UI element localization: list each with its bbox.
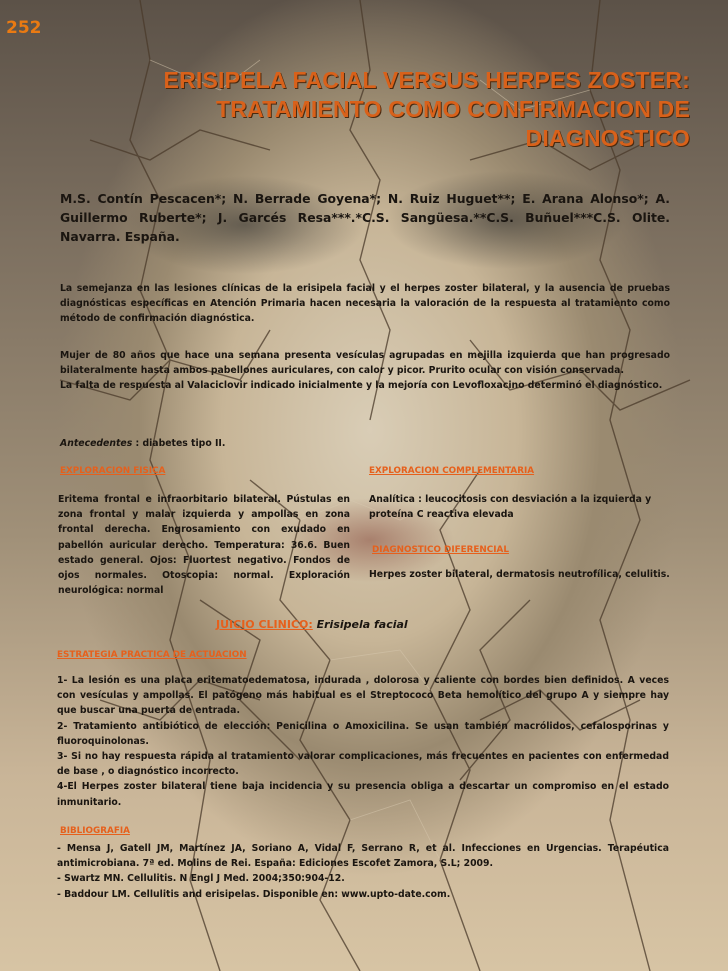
authors: M.S. Contín Pescacen*; N. Berrade Goyena*; N. Ruiz Huguet**; E. Arana Alonso*; A. Guillermo Ruberte*; J. Garcés Resa***.*C.S. Sangüesa.**C.S. Buñuel***C.S. Olite. Navarra. España. [60,191,670,244]
case-description [60,348,670,394]
bibliografia-list [57,841,669,902]
juicio-clinico-label: JUICIO CLINICO: [216,618,313,631]
bibliografia-item: - Baddour LM. Cellulitis and erisipelas. Disponible en: www.upto-date.com. [57,888,451,900]
antecedentes [60,438,360,449]
exploracion-complementaria-text: Analítica : leucocitosis con desviación a la izquierda y proteína C reactiva elevada [369,494,652,521]
estrategia-item: 1- La lesión es una placa eritematoedematosa, indurada , dolorosa y caliente con bordes bien definidos. A veces con vesículas y ampollas. El patógeno más habitual es el Streptococo Beta hemolítico del grupo A y siempre hay que buscar una puerta de entrada. [57,675,669,717]
poster-title: ERISIPELA FACIAL VERSUS HERPES ZOSTER: TRATAMIENTO COMO CONFIRMACION DE DIAGNOSTICO [163,67,690,151]
exploracion-fisica-text: Eritema frontal e infraorbitario bilateral. Pústulas en zona frontal y malar izquierda y ampollas en zona frontal derecha. Engrosamiento con exudado en pabellón auricular derecho. Temperatura: 36.6. Buen estado general. Ojos: Fluortest negativo. Fondos de ojos normales. Otoscopia: normal. Exploración neurológica: normal [58,494,350,597]
juicio-clinico-value: Erisipela facial [316,618,408,631]
introduction-paragraph: La semejanza en las lesiones clínicas de la erisipela facial y el herpes zoster bilateral, y la ausencia de pruebas diagnósticas específicas en Atención Primaria hacen necesaria la valoración de la respuesta al tratamiento como método de confirmación diagnóstica. [60,283,670,325]
estrategia-item: 4-El Herpes zoster bilateral tiene baja incidencia y su presencia obliga a descartar un compromiso en el estado inmunitario. [57,781,669,808]
bibliografia-item: - Swartz MN. Cellulitis. N Engl J Med. 2004;350:904-12. [57,873,345,885]
bibliografia-heading: BIBLIOGRAFIA [60,826,130,836]
estrategia-item: 2- Tratamiento antibiótico de elección: Penicilina o Amoxicilina. Se usan también macrólidos, cefalosporinas y fluoroquinolonas. [57,720,669,747]
bibliografia-item: - Mensa J, Gatell JM, Martínez JA, Soriano A, Vidal F, Serrano R, et al. Infecciones en Urgencias. Terapéutica antimicrobiana. 7ª ed. Molins de Rei. España: Ediciones Escofet Zamora, S.L; 2009. [57,843,669,870]
diagnostico-diferencial-heading: DIAGNOSTICO DIFERENCIAL [372,545,509,555]
antecedentes-value: : diabetes tipo II. [135,438,226,449]
case-paragraph: Mujer de 80 años que hace una semana presenta vesículas agrupadas en mejilla izquierda que han progresado bilateralmente hasta ambos pabellones auriculares, con calor y picor. Prurito ocular con visión conservada. [60,350,670,377]
juicio-clinico [216,618,408,631]
estrategia-list [57,673,669,810]
estrategia-item: 3- Si no hay respuesta rápida al tratamiento valorar complicaciones, más frecuentes en pacientes con enfermedad de base , o diagnóstico incorrecto. [57,751,669,778]
page-number: 252 [6,18,42,38]
antecedentes-label: Antecedentes [60,438,133,449]
exploracion-complementaria-heading: EXPLORACION COMPLEMENTARIA [369,466,535,476]
estrategia-heading: ESTRATEGIA PRACTICA DE ACTUACION [57,650,247,660]
diagnostico-diferencial-text: Herpes zoster bilateral, dermatosis neutrofílica, celulitis. [369,569,670,580]
exploracion-fisica-heading: EXPLORACION FISICA [60,466,166,476]
case-paragraph: La falta de respuesta al Valaciclovir indicado inicialmente y la mejoría con Levofloxacino determinó el diagnóstico. [60,380,663,392]
